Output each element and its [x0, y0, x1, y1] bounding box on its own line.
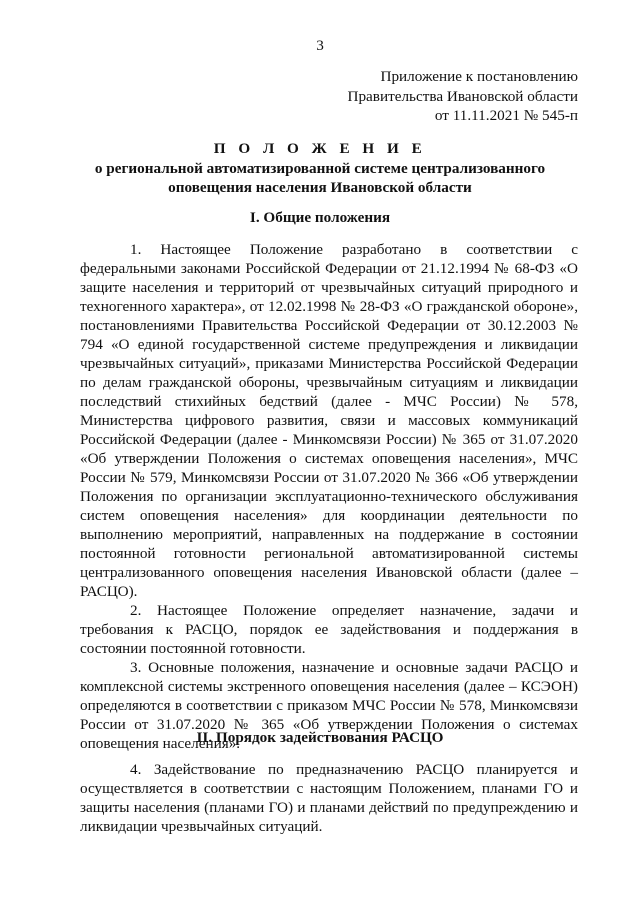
paragraph-4-text: 4. Задействование по предназначению РАСЦО планируется и осуществляется в соответствии с настоящим Положением, планами ГО и защиты населения (планами ГО) и планами действий по предупреждению и ликвидации чрезвычайных ситуаций. [80, 761, 578, 835]
paragraph-1 [80, 240, 578, 601]
document-subtitle-line-1: о региональной автоматизированной системе централизованного [94, 160, 546, 177]
section-1-body [80, 240, 578, 753]
paragraph-4 [80, 760, 578, 836]
document-title: П О Л О Ж Е Н И Е [213, 140, 427, 157]
paragraph-2 [80, 601, 578, 658]
annex-line-1: Приложение к постановлению [380, 68, 578, 85]
section-2-body [80, 760, 578, 836]
section-1-heading: I. Общие положения [249, 209, 391, 226]
annex-line-2: Правительства Ивановской области [347, 87, 578, 105]
paragraph-1-text: 1. Настоящее Положение разработано в соответствии с федеральными законами Российской Федерации от 21.12.1994 № 68-ФЗ «О защите населения и территорий от чрезвычайных ситуаций природного и техногенного характера», от 12.02.1998 № 28-ФЗ «О гражданской обороне», постановлениями Правительства Российской Федерации от 30.12.2003 № 794 «О единой государственной системе предупреждения и ликвидации чрезвычайных ситуаций», приказами Министерства Российской Федерации по делам гражданской обороны, чрезвычайным ситуациям и ликвидации последствий стихийных бедствий (далее - МЧС России) № 578, Министерства цифрового развития, связи и массовых коммуникаций Российской Федерации (далее - Минкомсвязи России) № 365 от 31.07.2020 «Об утверждении Положения о системах оповещения населения», МЧС России № 579, Минкомсвязи России от 31.07.2020 № 366 «Об утверждении Положения по организации эксплуатационно-технического обслуживания систем оповещения населения» для координации деятельности по выполнению мероприятий, направленных на поддержание в состоянии постоянной готовности региональной автоматизированной системы централизованного оповещения населения Ивановской области (далее – РАСЦО). [80, 241, 578, 600]
section-2-heading: II. Порядок задействования РАСЦО [196, 729, 444, 746]
annex-block [348, 67, 579, 126]
annex-line-3: от 11.11.2021 № 545-п [434, 107, 578, 124]
paragraph-3-text: 3. Основные положения, назначение и основные задачи РАСЦО и комплексной системы экстренного оповещения населения (далее – КСЭОН) определяются в соответствии с приказом МЧС России № 578, Минкомсвязи России от 31.07.2020 № 365 «Об утверждении Положения о системах оповещения населения». [80, 659, 578, 752]
document-subtitle-line-2: оповещения населения Ивановской области [168, 179, 472, 196]
paragraph-2-text: 2. Настоящее Положение определяет назначение, задачи и требования к РАСЦО, порядок ее задействования и поддержания в состоянии постоянной готовности. [80, 602, 578, 657]
page-number: 3 [316, 37, 324, 54]
document-title-block [62, 139, 578, 197]
